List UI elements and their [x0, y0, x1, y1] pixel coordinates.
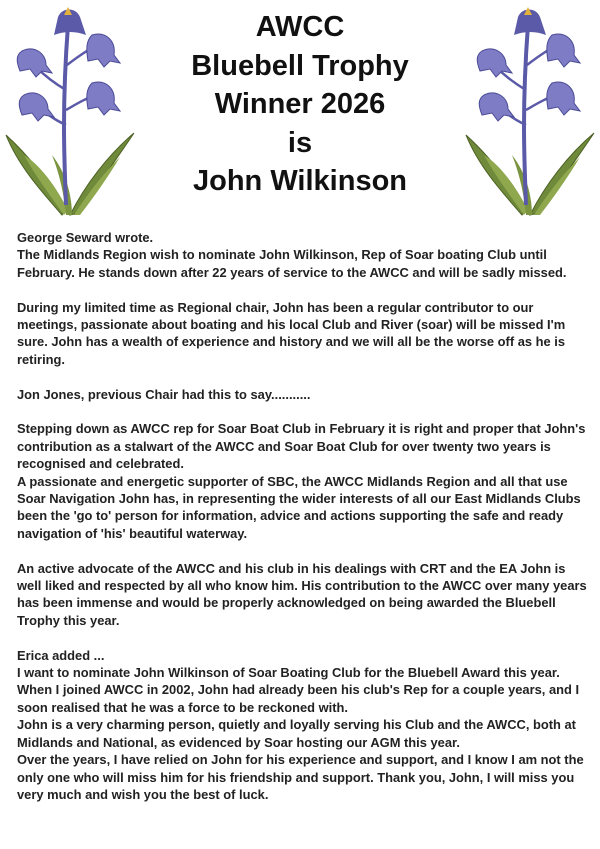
title-line-winner: Winner 2026 — [214, 88, 386, 120]
paragraph: A passionate and energetic supporter of SBC, the AWCC Midlands Region and all that use Soar Navigation John has, in representing the wider interests of all our East Midlands Clubs been the 'go to' person for information, advice and actions supporting the safe and ready navigation of 'his' beautiful waterway. — [17, 473, 581, 541]
title-line-trophy: Bluebell Trophy — [191, 49, 409, 82]
bluebell-flower-icon — [460, 5, 600, 217]
paragraph: The Midlands Region wish to nominate John Wilkinson, Rep of Soar boating Club until February. He stands down after 22 years of service to the AWCC and will be sadly missed. — [17, 247, 567, 280]
nomination-text — [17, 229, 590, 803]
paragraph: During my limited time as Regional chair, John has been a regular contributor to our meetings, passionate about boating and his local Club and River (soar) will be missed I'm sure. John has a wealth of experience and history and we will all be the worse off as he is retiring. — [17, 299, 566, 367]
paragraph: Over the years, I have relied on John for his experience and support, and I know I am not the only one who will miss him for his friendship and support. Thank you, John, I will miss you very much and wish you the best of luck. — [17, 752, 584, 802]
title-line-name: John Wilkinson — [192, 165, 408, 197]
paragraph: Jon Jones, previous Chair had this to say........... — [17, 386, 311, 402]
paragraph: Stepping down as AWCC rep for Soar Boat Club in February it is right and proper that John's contribution as a stalwart of the AWCC and Soar Boat Club for over twenty two years is recognised and celebrated. — [17, 421, 586, 472]
page-title — [150, 8, 450, 201]
paragraph: Erica added ... — [17, 647, 105, 663]
paragraph: George Seward wrote. — [17, 230, 154, 245]
paragraph: An active advocate of the AWCC and his club in his dealings with CRT and the EA John is well liked and respected by all who know him. His contribution to the AWCC over many years has been immense and would be properly acknowledged on being awarded the Bluebell Trophy this year. — [17, 560, 587, 628]
title-line-is: is — [287, 126, 313, 159]
paragraph: John is a very charming person, quietly and loyally serving his Club and the AWCC, both at Midlands and National, as evidenced by Soar hosting our AGM this year. — [17, 717, 576, 750]
title-line-awcc: AWCC — [255, 11, 345, 43]
paragraph: I want to nominate John Wilkinson of Soar Boating Club for the Bluebell Award this year. When I joined AWCC in 2002, John had already been his club's Rep for a couple years, and I soon realised that he was a force to be reckoned with. — [17, 665, 580, 715]
bluebell-flower-icon — [0, 5, 140, 217]
